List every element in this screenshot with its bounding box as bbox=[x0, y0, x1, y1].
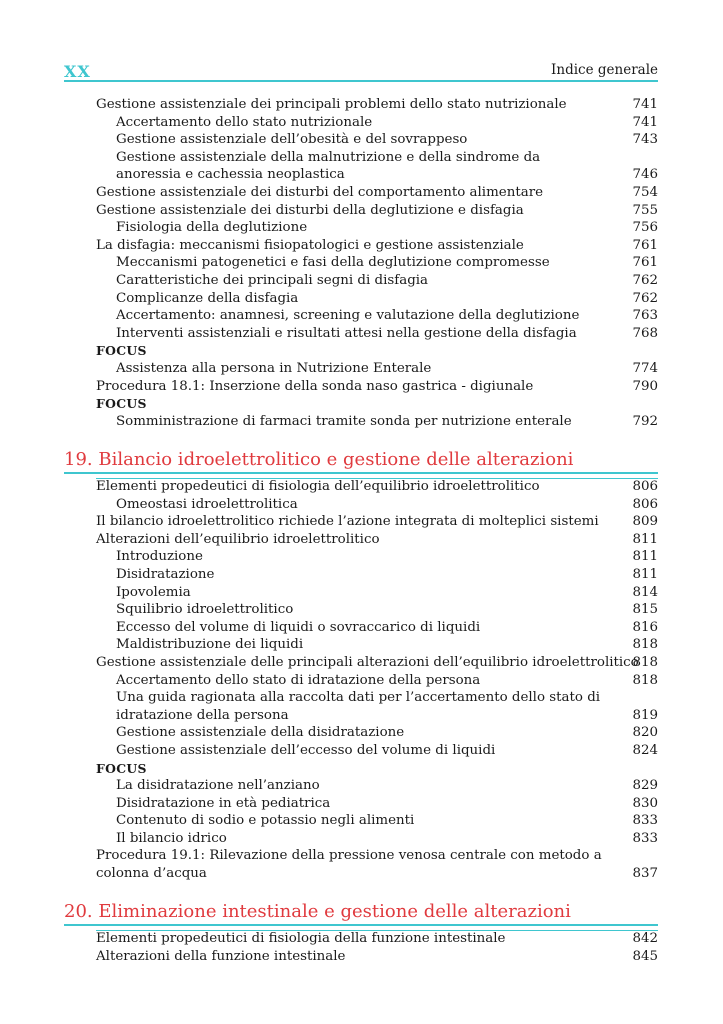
page-header bbox=[64, 58, 658, 82]
running-title: Indice generale bbox=[551, 62, 658, 78]
toc-entry-page: 811 bbox=[632, 531, 658, 547]
toc-entry[interactable] bbox=[96, 636, 658, 654]
toc-entry-title: La disfagia: meccanismi fisiopatologici e gestione assistenziale bbox=[96, 237, 524, 253]
toc-entry-page: 814 bbox=[632, 584, 658, 600]
toc-entry-title: Complicanze della disfagia bbox=[116, 290, 299, 306]
toc-entry[interactable] bbox=[96, 290, 658, 308]
chapter-19-heading bbox=[64, 446, 658, 474]
toc-entry[interactable] bbox=[96, 360, 658, 378]
toc-entry[interactable] bbox=[96, 689, 658, 724]
toc-entry-title: Introduzione bbox=[116, 549, 203, 565]
toc-entry-page: 830 bbox=[632, 795, 658, 811]
toc-entry-title: FOCUS bbox=[96, 343, 147, 359]
toc-entry[interactable] bbox=[96, 795, 658, 813]
toc-entry-title: Accertamento: anamnesi, screening e valutazione della deglutizione bbox=[116, 308, 580, 324]
toc-entry-page: 741 bbox=[632, 97, 658, 112]
toc-entry-page: 755 bbox=[632, 202, 658, 218]
toc-entry[interactable] bbox=[96, 272, 658, 290]
toc-entry-page: 806 bbox=[632, 496, 658, 512]
toc-entry-title: Gestione assistenziale dei principali problemi dello stato nutrizionale bbox=[96, 97, 567, 112]
toc-entry-page: 790 bbox=[632, 378, 658, 394]
toc-entry-page: 763 bbox=[632, 308, 658, 324]
toc-entry-page: 762 bbox=[632, 290, 658, 306]
toc-entry[interactable] bbox=[96, 847, 658, 882]
toc-entry-page: 842 bbox=[632, 931, 658, 946]
focus-label bbox=[96, 342, 658, 360]
toc-entry-title: Fisiologia della deglutizione bbox=[116, 220, 308, 236]
toc-entry-title: La disidratazione nell’anziano bbox=[116, 778, 320, 794]
toc-entry-title: Alterazioni dell’equilibrio idroelettrolitico bbox=[96, 531, 380, 547]
toc-entry-title: Omeostasi idroelettrolitica bbox=[116, 496, 298, 512]
toc-entry-title: Ipovolemia bbox=[116, 584, 191, 600]
toc-entry[interactable] bbox=[96, 672, 658, 690]
toc-entry-page: 816 bbox=[632, 619, 658, 635]
toc-entry-page: 762 bbox=[632, 272, 658, 288]
toc-entry[interactable] bbox=[96, 478, 658, 496]
toc-entry-page: 768 bbox=[632, 325, 658, 341]
toc-entry-page: 756 bbox=[632, 220, 658, 236]
toc-entry[interactable] bbox=[96, 325, 658, 343]
toc-entry-title: Il bilancio idrico bbox=[116, 830, 227, 846]
toc-entry[interactable] bbox=[96, 930, 658, 948]
toc-entry-page: 741 bbox=[632, 114, 658, 130]
toc-entry[interactable] bbox=[96, 584, 658, 602]
toc-entry-title: Squilibrio idroelettrolitico bbox=[116, 602, 294, 618]
toc-entry-title: Il bilancio idroelettrolitico richiede l’azione integrata di molteplici sistemi bbox=[96, 514, 599, 530]
toc-entry[interactable] bbox=[96, 496, 658, 514]
toc-entry[interactable] bbox=[96, 96, 658, 114]
toc-entry-title: Disidratazione bbox=[116, 566, 215, 582]
toc-entry-title: Gestione assistenziale dell’eccesso del volume di liquidi bbox=[116, 742, 496, 758]
toc-entry-title: Caratteristiche dei principali segni di disfagia bbox=[116, 272, 429, 288]
toc-entry-title: Maldistribuzione dei liquidi bbox=[116, 637, 304, 653]
toc-entry[interactable] bbox=[96, 601, 658, 619]
toc-entry-page: 845 bbox=[632, 948, 658, 964]
toc-entry-page: 746 bbox=[632, 167, 658, 183]
toc-entry-title: Accertamento dello stato di idratazione della persona bbox=[116, 672, 481, 688]
toc-entry[interactable] bbox=[96, 513, 658, 531]
toc-entry[interactable] bbox=[96, 830, 658, 848]
toc-entry-title: Gestione assistenziale dell’obesità e del sovrappeso bbox=[116, 132, 468, 148]
toc-entry-page: 815 bbox=[632, 602, 658, 618]
toc-entry-page: 754 bbox=[632, 184, 658, 200]
toc-entry[interactable] bbox=[96, 948, 658, 966]
toc-entry-title: Contenuto di sodio e potassio negli alimenti bbox=[116, 813, 415, 829]
toc-entry-title: Somministrazione di farmaci tramite sonda per nutrizione enterale bbox=[116, 413, 572, 429]
toc-entry-page: 820 bbox=[632, 725, 658, 741]
toc-entry-title: Alterazioni della funzione intestinale bbox=[96, 948, 346, 964]
chapter-19-title[interactable]: 19. Bilancio idroelettrolitico e gestione delle alterazioni bbox=[64, 449, 574, 470]
toc-entry[interactable] bbox=[96, 742, 658, 760]
toc-entry[interactable] bbox=[96, 254, 658, 272]
toc-entry-page: 809 bbox=[632, 514, 658, 530]
toc-entry[interactable] bbox=[96, 149, 658, 184]
toc-entry-title: FOCUS bbox=[96, 396, 147, 412]
toc-entry[interactable] bbox=[96, 114, 658, 132]
toc-entry-title: Elementi propedeutici di fisiologia dell’equilibrio idroelettrolitico bbox=[96, 479, 540, 494]
toc-section-bowel bbox=[96, 930, 658, 965]
toc-entry-title: Gestione assistenziale delle principali alterazioni dell’equilibrio idroelettrolitico bbox=[96, 654, 639, 670]
toc-section-nutrition bbox=[96, 96, 658, 430]
toc-entry-title: Accertamento dello stato nutrizionale bbox=[116, 114, 373, 130]
toc-entry[interactable] bbox=[96, 654, 658, 672]
chapter-20-title[interactable]: 20. Eliminazione intestinale e gestione delle alterazioni bbox=[64, 901, 571, 922]
toc-entry-title: Gestione assistenziale dei disturbi del comportamento alimentare bbox=[96, 184, 544, 200]
toc-entry-title: Eccesso del volume di liquidi o sovraccarico di liquidi bbox=[116, 619, 481, 635]
focus-label bbox=[96, 760, 658, 778]
toc-entry[interactable] bbox=[96, 202, 658, 220]
toc-entry-page: 833 bbox=[632, 830, 658, 846]
toc-entry[interactable] bbox=[96, 131, 658, 149]
toc-entry-page: 818 bbox=[632, 672, 658, 688]
toc-entry[interactable] bbox=[96, 548, 658, 566]
toc-entry-page: 818 bbox=[632, 637, 658, 653]
toc-entry[interactable] bbox=[96, 307, 658, 325]
toc-entry-title: Interventi assistenziali e risultati attesi nella gestione della disfagia bbox=[116, 325, 577, 341]
chapter-20-heading bbox=[64, 898, 658, 926]
toc-entry-title: Procedura 19.1: Rilevazione della pressione venosa centrale con metodo a colonna d’acqua bbox=[96, 848, 602, 882]
toc-entry-page: 818 bbox=[632, 654, 658, 670]
toc-section-fluids bbox=[96, 478, 658, 883]
toc-entry[interactable] bbox=[96, 184, 658, 202]
toc-entry[interactable] bbox=[96, 724, 658, 742]
toc-entry-title: Procedura 18.1: Inserzione della sonda naso gastrica - digiunale bbox=[96, 378, 534, 394]
toc-entry-page: 761 bbox=[632, 237, 658, 253]
toc-entry-title: Gestione assistenziale della disidratazione bbox=[116, 725, 405, 741]
toc-entry-page: 829 bbox=[632, 778, 658, 794]
toc-entry-page: 761 bbox=[632, 255, 658, 271]
toc-entry[interactable] bbox=[96, 566, 658, 584]
toc-entry-title: Gestione assistenziale della malnutrizione e della sindrome da anoressia e cachessia neoplastica bbox=[116, 149, 541, 183]
toc-entry-page: 792 bbox=[632, 413, 658, 429]
page-number: XX bbox=[64, 62, 91, 81]
toc-entry[interactable] bbox=[96, 812, 658, 830]
toc-entry-page: 811 bbox=[632, 549, 658, 565]
toc-entry-title: Gestione assistenziale dei disturbi della deglutizione e disfagia bbox=[96, 202, 524, 218]
toc-entry-page: 824 bbox=[632, 742, 658, 758]
toc-entry-page: 743 bbox=[632, 132, 658, 148]
toc-entry[interactable] bbox=[96, 378, 658, 396]
focus-label bbox=[96, 395, 658, 413]
toc-entry[interactable] bbox=[96, 219, 658, 237]
toc-entry-title: Assistenza alla persona in Nutrizione Enterale bbox=[116, 360, 432, 376]
toc-entry[interactable] bbox=[96, 531, 658, 549]
toc-entry[interactable] bbox=[96, 777, 658, 795]
toc-entry-page: 833 bbox=[632, 813, 658, 829]
toc-entry-title: Meccanismi patogenetici e fasi della deglutizione compromesse bbox=[116, 255, 550, 271]
toc-entry-page: 837 bbox=[632, 866, 658, 882]
toc-entry[interactable] bbox=[96, 619, 658, 637]
toc-entry-title: Disidratazione in età pediatrica bbox=[116, 795, 331, 811]
toc-entry[interactable] bbox=[96, 237, 658, 255]
toc-entry-page: 806 bbox=[632, 479, 658, 494]
toc-entry-title: FOCUS bbox=[96, 760, 147, 776]
toc-entry-title: Elementi propedeutici di fisiologia della funzione intestinale bbox=[96, 931, 506, 946]
toc-entry-title: Una guida ragionata alla raccolta dati per l’accertamento dello stato di idratazione della persona bbox=[116, 690, 601, 723]
toc-entry-page: 811 bbox=[632, 566, 658, 582]
toc-entry[interactable] bbox=[96, 413, 658, 431]
toc-entry-page: 819 bbox=[632, 707, 658, 723]
toc-entry-page: 774 bbox=[632, 360, 658, 376]
